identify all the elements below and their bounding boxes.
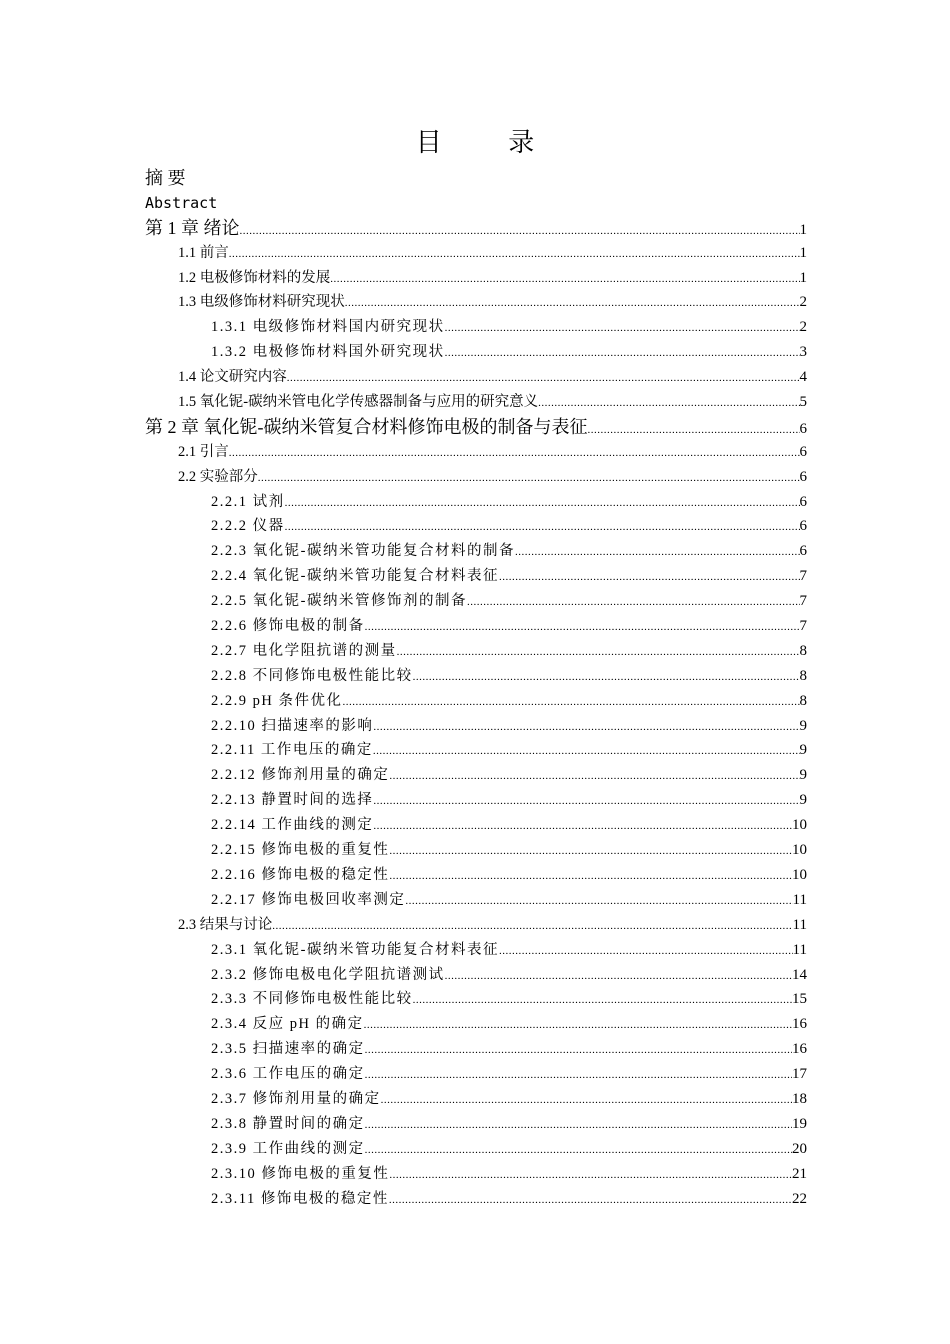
toc-dot-leader bbox=[405, 889, 792, 913]
toc-subsection-entry[interactable] bbox=[145, 763, 807, 788]
toc-page-number: 7 bbox=[799, 618, 807, 635]
toc-subsection-entry[interactable] bbox=[145, 938, 807, 963]
toc-page-number: 14 bbox=[792, 966, 807, 983]
toc-dot-leader bbox=[345, 291, 800, 315]
toc-section-entry[interactable] bbox=[145, 913, 807, 938]
toc-subsection-entry[interactable] bbox=[145, 1187, 807, 1212]
toc-subsection-entry[interactable] bbox=[145, 1087, 807, 1112]
toc-entry-title: 2.2.7 电化学阻抗谱的测量 bbox=[211, 642, 397, 659]
toc-dot-leader bbox=[381, 1088, 792, 1112]
toc-entry-title: 2.3.4 反应 pH 的确定 bbox=[211, 1016, 364, 1033]
toc-dot-leader bbox=[272, 914, 792, 938]
toc-page-number: 19 bbox=[792, 1115, 807, 1132]
toc-dot-leader bbox=[365, 1138, 792, 1162]
toc-subsection-entry[interactable] bbox=[145, 714, 807, 739]
toc-subsection-entry[interactable] bbox=[145, 539, 807, 564]
toc-page-number: 8 bbox=[799, 692, 807, 709]
toc-entry-title: 2.3.11 修饰电极的稳定性 bbox=[211, 1190, 389, 1207]
toc-entry-title: 1.3.2 电极修饰材料国外研究现状 bbox=[211, 344, 445, 361]
toc-page-number: 11 bbox=[792, 891, 807, 908]
toc-entry-title: 1.3 电级修饰材料研究现状 bbox=[178, 294, 345, 311]
toc-subsection-entry[interactable] bbox=[145, 639, 807, 664]
toc-page-number: 16 bbox=[792, 1016, 807, 1033]
toc-dot-leader bbox=[389, 1163, 792, 1187]
toc-page-number: 5 bbox=[799, 394, 807, 411]
toc-entry-title: 2.3.5 扫描速率的确定 bbox=[211, 1041, 365, 1058]
toc-dot-leader bbox=[445, 316, 800, 340]
toc-entry-title: 2.3.8 静置时间的确定 bbox=[211, 1115, 365, 1132]
toc-page-number: 9 bbox=[799, 742, 807, 759]
toc-page-number: 11 bbox=[792, 941, 807, 958]
toc-page-number: 18 bbox=[792, 1090, 807, 1107]
toc-dot-leader bbox=[373, 739, 800, 763]
toc-subsection-entry[interactable] bbox=[145, 1137, 807, 1162]
toc-page-number: 6 bbox=[799, 420, 807, 437]
toc-subsection-entry[interactable] bbox=[145, 564, 807, 589]
toc-subsection-entry[interactable] bbox=[145, 614, 807, 639]
toc-page-number: 6 bbox=[799, 518, 807, 535]
toc-subsection-entry[interactable] bbox=[145, 315, 807, 340]
toc-page-number: 6 bbox=[799, 493, 807, 510]
toc-page-number: 6 bbox=[799, 443, 807, 460]
toc-dot-leader bbox=[373, 789, 799, 813]
toc-entry-title: 2.3.3 不同修饰电极性能比较 bbox=[211, 991, 413, 1008]
toc-page-number: 9 bbox=[799, 717, 807, 734]
toc-dot-leader bbox=[389, 1188, 792, 1212]
toc-subsection-entry[interactable] bbox=[145, 1037, 807, 1062]
toc-section-entry[interactable] bbox=[145, 465, 807, 490]
toc-dot-leader bbox=[389, 839, 792, 863]
toc-dot-leader bbox=[229, 242, 800, 266]
toc-entry-title: 2.2.2 仪器 bbox=[211, 518, 285, 535]
toc-entry-title: 2.2.11 工作电压的确定 bbox=[211, 742, 373, 759]
toc-page-number: 7 bbox=[799, 593, 807, 610]
toc-page-number: 1 bbox=[799, 269, 807, 286]
toc-entry-title: 1.1 前言 bbox=[178, 244, 229, 261]
toc-abstract-en[interactable]: Abstract bbox=[145, 193, 218, 212]
toc-page-number: 10 bbox=[792, 817, 807, 834]
table-of-contents bbox=[145, 166, 807, 1211]
toc-dot-leader bbox=[365, 615, 800, 639]
toc-entry-title: 2.2.15 修饰电极的重复性 bbox=[211, 842, 390, 859]
toc-dot-leader bbox=[258, 466, 800, 490]
toc-entry-title: 2.3.10 修饰电极的重复性 bbox=[211, 1165, 390, 1182]
toc-subsection-entry[interactable] bbox=[145, 664, 807, 689]
toc-page-number: 2 bbox=[799, 294, 807, 311]
toc-dot-leader bbox=[445, 964, 792, 988]
toc-dot-leader bbox=[588, 418, 800, 440]
toc-subsection-entry[interactable] bbox=[145, 689, 807, 714]
toc-page-number: 17 bbox=[792, 1066, 807, 1083]
toc-entry-title: 2.2.4 氧化铌-碳纳米管功能复合材料表征 bbox=[211, 568, 499, 585]
toc-dot-leader bbox=[285, 491, 800, 515]
toc-page-number: 10 bbox=[792, 866, 807, 883]
toc-subsection-entry[interactable] bbox=[145, 788, 807, 813]
toc-page-number: 8 bbox=[799, 667, 807, 684]
toc-entry-title: 2.2.8 不同修饰电极性能比较 bbox=[211, 667, 413, 684]
toc-entry-title: 2.2.17 修饰电极回收率测定 bbox=[211, 891, 406, 908]
toc-page-number: 6 bbox=[799, 543, 807, 560]
toc-dot-leader bbox=[285, 515, 800, 539]
toc-entry-title: 2.1 引言 bbox=[178, 443, 229, 460]
toc-subsection-entry[interactable] bbox=[145, 589, 807, 614]
toc-page-number: 7 bbox=[799, 568, 807, 585]
toc-page-number: 1 bbox=[799, 221, 807, 238]
toc-subsection-entry[interactable] bbox=[145, 490, 807, 515]
toc-entry-title: 2.3.1 氧化铌-碳纳米管功能复合材料表征 bbox=[211, 941, 499, 958]
toc-page-number: 15 bbox=[792, 991, 807, 1008]
toc-entry-title: 2.2.3 氧化铌-碳纳米管功能复合材料的制备 bbox=[211, 543, 515, 560]
toc-page-number: 2 bbox=[799, 319, 807, 336]
toc-subsection-entry[interactable] bbox=[145, 813, 807, 838]
toc-section-entry[interactable] bbox=[145, 266, 807, 291]
toc-dot-leader bbox=[342, 690, 799, 714]
toc-entry-title: 2.2.12 修饰剂用量的确定 bbox=[211, 767, 390, 784]
toc-subsection-entry[interactable] bbox=[145, 340, 807, 365]
toc-dot-leader bbox=[229, 441, 800, 465]
toc-dot-leader bbox=[365, 1063, 792, 1087]
toc-chapter-entry[interactable] bbox=[145, 216, 807, 241]
toc-entry-title: 2.2 实验部分 bbox=[178, 468, 258, 485]
toc-subsection-entry[interactable] bbox=[145, 1062, 807, 1087]
toc-subsection-entry[interactable] bbox=[145, 1162, 807, 1187]
toc-entry-title: 2.3.7 修饰剂用量的确定 bbox=[211, 1090, 381, 1107]
toc-subsection-entry[interactable] bbox=[145, 863, 807, 888]
toc-entry-title: 2.2.9 pH 条件优化 bbox=[211, 692, 343, 709]
page-title: 目 录 bbox=[415, 128, 565, 157]
toc-dot-leader bbox=[240, 219, 800, 241]
toc-dot-leader bbox=[365, 1113, 792, 1137]
toc-entry-title: 2.2.13 静置时间的选择 bbox=[211, 792, 374, 809]
toc-dot-leader bbox=[413, 665, 800, 689]
toc-subsection-entry[interactable] bbox=[145, 963, 807, 988]
toc-entry-title: 2.2.1 试剂 bbox=[211, 493, 285, 510]
toc-page-number: 8 bbox=[799, 642, 807, 659]
toc-entry-title: 1.4 论文研究内容 bbox=[178, 369, 287, 386]
toc-section-entry[interactable] bbox=[145, 365, 807, 390]
toc-dot-leader bbox=[445, 341, 800, 365]
toc-subsection-entry[interactable] bbox=[145, 888, 807, 913]
toc-subsection-entry[interactable] bbox=[145, 838, 807, 863]
toc-page-number: 16 bbox=[792, 1041, 807, 1058]
toc-dot-leader bbox=[389, 764, 799, 788]
toc-dot-leader bbox=[287, 366, 800, 390]
toc-dot-leader bbox=[538, 391, 799, 415]
toc-subsection-entry[interactable] bbox=[145, 738, 807, 763]
toc-section-entry[interactable] bbox=[145, 440, 807, 465]
toc-page-number: 11 bbox=[792, 916, 807, 933]
toc-entry-title: 2.2.6 修饰电极的制备 bbox=[211, 618, 365, 635]
toc-page-number: 9 bbox=[799, 767, 807, 784]
toc-section-entry[interactable] bbox=[145, 241, 807, 266]
toc-page-number: 10 bbox=[792, 842, 807, 859]
toc-page-number: 1 bbox=[799, 244, 807, 261]
toc-section-entry[interactable] bbox=[145, 390, 807, 415]
toc-entry-title: 第 2 章 氧化铌-碳纳米管复合材料修饰电极的制备与表征 bbox=[145, 416, 588, 437]
toc-entry-title: 2.3 结果与讨论 bbox=[178, 916, 273, 933]
toc-page-number: 4 bbox=[799, 369, 807, 386]
toc-entry-title: 第 1 章 绪论 bbox=[145, 217, 240, 238]
toc-dot-leader bbox=[499, 939, 793, 963]
toc-entry-title: 2.2.14 工作曲线的测定 bbox=[211, 817, 374, 834]
toc-dot-leader bbox=[364, 1013, 792, 1037]
toc-dot-leader bbox=[373, 814, 792, 838]
toc-abstract-cn[interactable]: 摘 要 bbox=[145, 168, 186, 188]
toc-page-number: 21 bbox=[792, 1165, 807, 1182]
toc-dot-leader bbox=[397, 640, 800, 664]
toc-dot-leader bbox=[373, 715, 799, 739]
toc-page-number: 9 bbox=[799, 792, 807, 809]
toc-dot-leader bbox=[413, 988, 792, 1012]
toc-entry-title: 2.3.2 修饰电极电化学阻抗谱测试 bbox=[211, 966, 445, 983]
toc-entry-title: 1.5 氧化铌-碳纳米管电化学传感器制备与应用的研究意义 bbox=[178, 394, 539, 411]
toc-page-number: 22 bbox=[792, 1190, 807, 1207]
toc-dot-leader bbox=[467, 590, 800, 614]
toc-dot-leader bbox=[365, 1038, 792, 1062]
toc-page-number: 20 bbox=[792, 1140, 807, 1157]
toc-entry-title: 1.2 电极修饰材料的发展 bbox=[178, 269, 331, 286]
toc-dot-leader bbox=[330, 267, 799, 291]
toc-entry-title: 2.2.5 氧化铌-碳纳米管修饰剂的制备 bbox=[211, 593, 467, 610]
toc-dot-leader bbox=[389, 864, 792, 888]
toc-entry-title: 2.2.10 扫描速率的影响 bbox=[211, 717, 374, 734]
toc-subsection-entry[interactable] bbox=[145, 1112, 807, 1137]
toc-entry-title: 2.2.16 修饰电极的稳定性 bbox=[211, 866, 390, 883]
toc-chapter-entry[interactable] bbox=[145, 415, 807, 440]
toc-dot-leader bbox=[499, 565, 800, 589]
toc-subsection-entry[interactable] bbox=[145, 514, 807, 539]
toc-section-entry[interactable] bbox=[145, 290, 807, 315]
toc-entry-title: 1.3.1 电级修饰材料国内研究现状 bbox=[211, 319, 445, 336]
toc-subsection-entry[interactable] bbox=[145, 1012, 807, 1037]
toc-dot-leader bbox=[515, 540, 800, 564]
toc-entry-title: 2.3.6 工作电压的确定 bbox=[211, 1066, 365, 1083]
toc-page-number: 3 bbox=[799, 344, 807, 361]
toc-entry-title: 2.3.9 工作曲线的测定 bbox=[211, 1140, 365, 1157]
toc-subsection-entry[interactable] bbox=[145, 987, 807, 1012]
toc-page-number: 6 bbox=[799, 468, 807, 485]
